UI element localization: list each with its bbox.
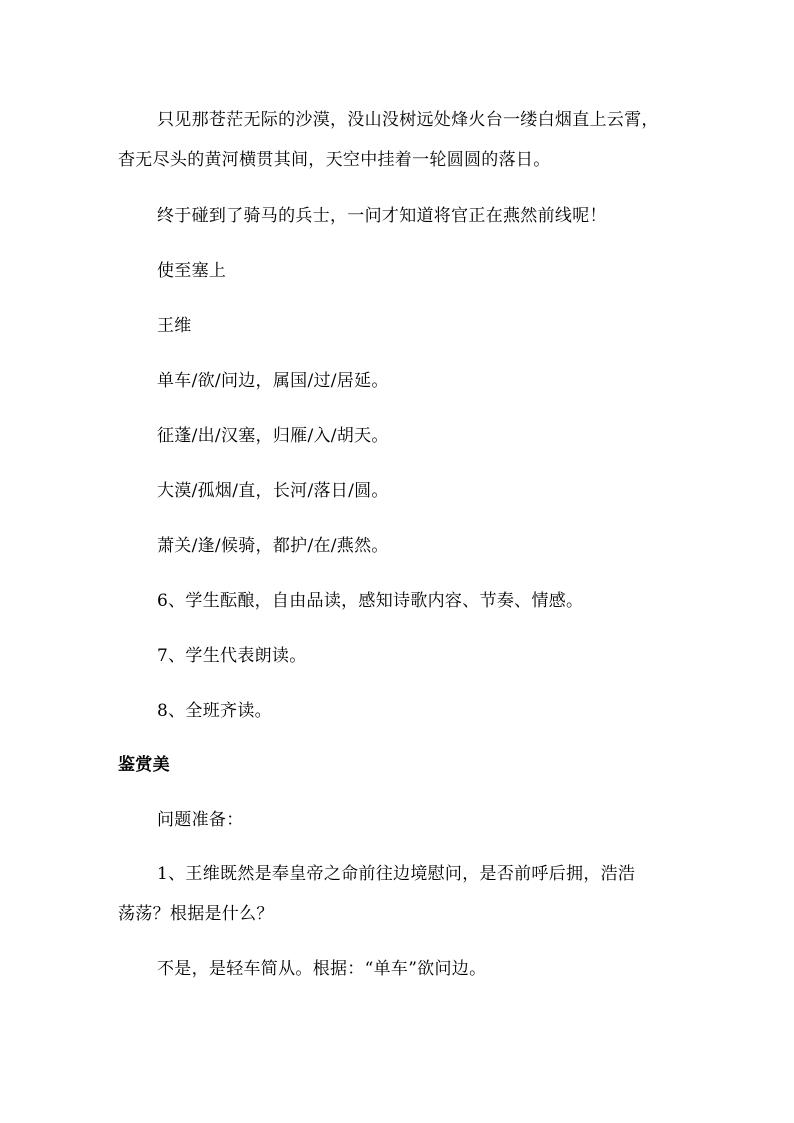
poem-line-4: 萧关/逢/候骑，都护/在/燕然。 [157,536,389,556]
paragraph-meet-soldier: 终于碰到了骑马的兵士，一问才知道将官正在燕然前线呢！ [157,206,607,226]
paragraph-desert-scene-line1: 只见那苍茫无际的沙漠，没山没树远处烽火台一缕白烟直上云霄， [157,110,659,130]
question-prep-label: 问题准备： [157,810,244,830]
step-8: 8、全班齐读。 [157,701,272,721]
question-1-line1: 1、王维既然是奉皇帝之命前往边境慰问，是否前呼后拥，浩浩 [157,864,636,884]
poem-title: 使至塞上 [157,261,227,281]
step-7: 7、学生代表朗读。 [157,646,307,666]
poem-line-1: 单车/欲/问边，属国/过/居延。 [157,371,389,391]
step-6: 6、学生酝酿，自由品读，感知诗歌内容、节奏、情感。 [157,591,584,611]
section-heading-appreciation: 鉴赏美 [118,755,170,775]
poem-line-2: 征蓬/出/汉塞，归雁/入/胡天。 [157,426,389,446]
paragraph-desert-scene-line2: 杳无尽头的黄河横贯其间，天空中挂着一轮圆圆的落日。 [118,150,551,170]
poem-line-3: 大漠/孤烟/直，长河/落日/圆。 [157,481,389,501]
question-1-line2: 荡荡？根据是什么？ [118,904,274,924]
answer-1: 不是，是轻车简从。根据：“单车”欲问边。 [157,959,487,979]
poem-author: 王维 [157,316,192,336]
